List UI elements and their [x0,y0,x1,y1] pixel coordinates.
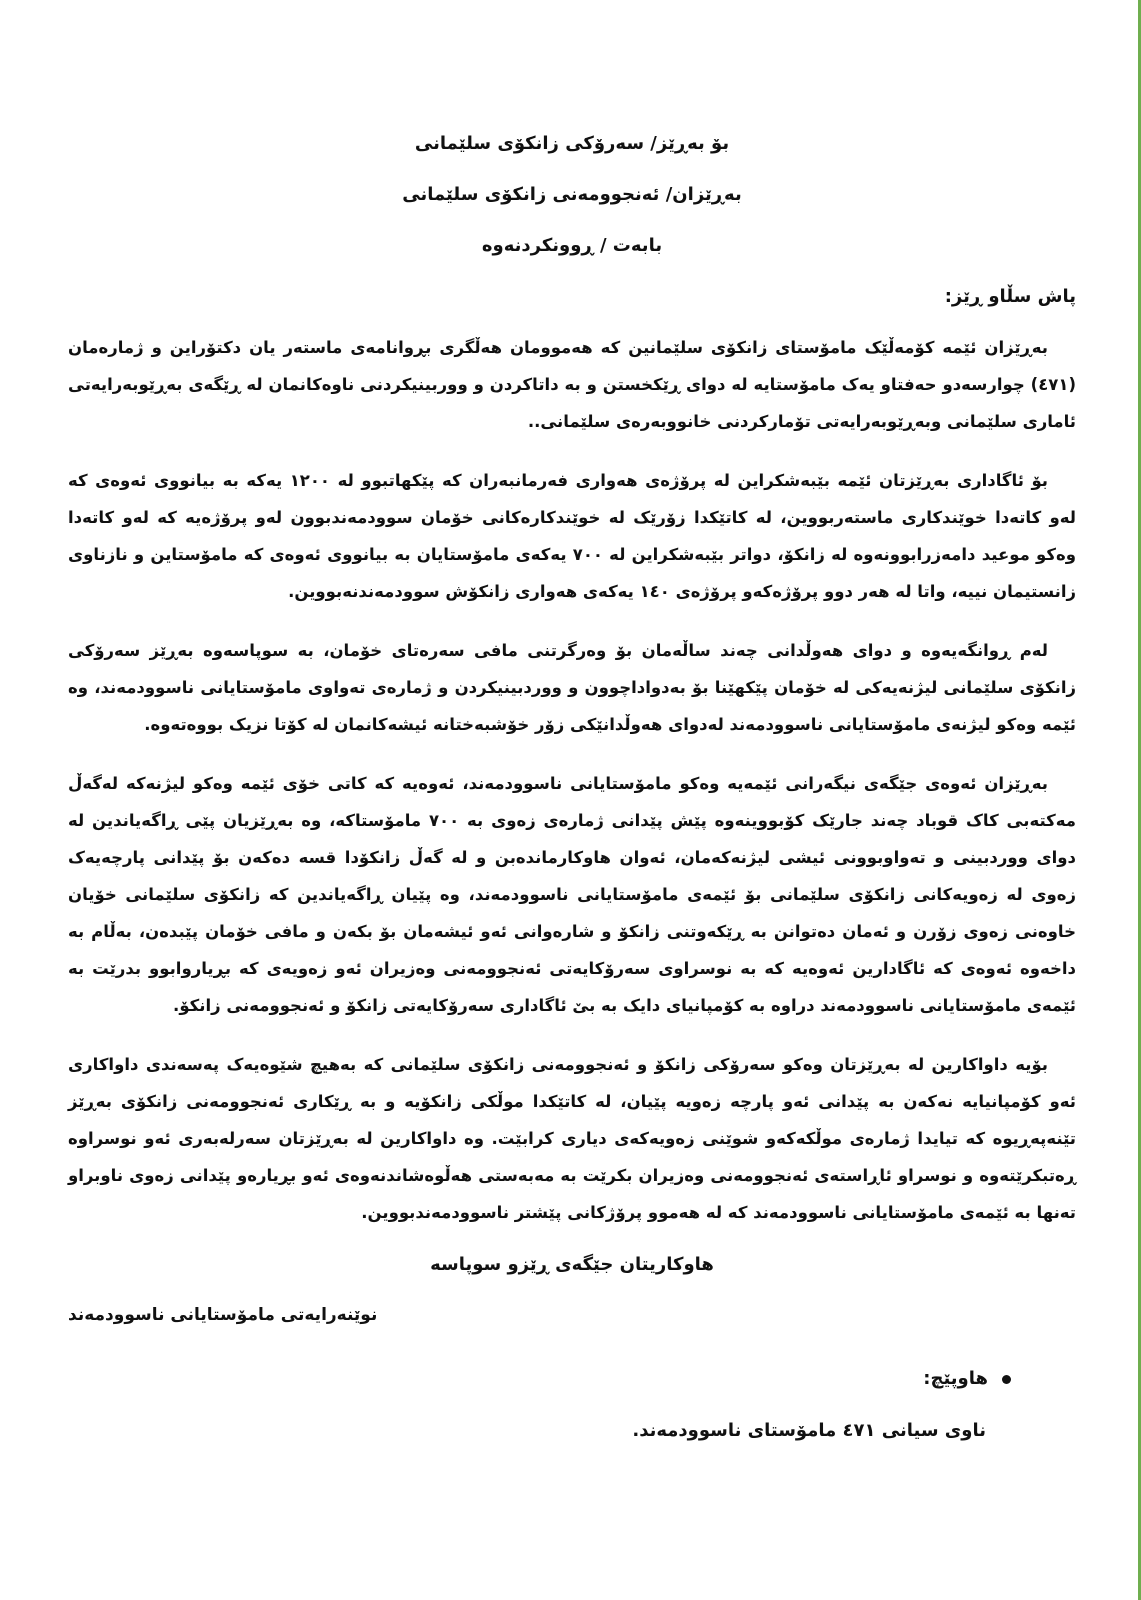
attachment-label: هاوپێچ: [923,1368,988,1389]
letter-document [68,120,1076,1443]
paragraph-4: بەڕێزان ئەوەی جێگەی نیگەرانی ئێمەیە وەکو مامۆستایانی ناسوودمەند، ئەوەیە کە کاتی خۆی ئێمە وەکو لیژنەکە لەگەڵ مەکتەبی کاک قوباد چەند جارێک کۆبووینەوە پێش پێدانی ژمارەی زەوی بە ٧٠٠ مامۆستاکە، وە بەڕێزیان پێی ڕاگەیاندین لە دوای ووردبینی و تەواوبوونی ئیشی لیژنەکەمان، ئەوان هاوکارماندەبن و لە گەڵ زانکۆدا قسە دەکەن بۆ پێدانی پارچەیەک زەوی لە زەویەکانی زانکۆی سلێمانی بۆ ئێمەی مامۆستایانی ناسوودمەند، وە پێیان ڕاگەیاندین کە زانکۆی سلێمانی خۆیان خاوەنی زەوی زۆرن و ئەمان دەتوانن بە ڕێکەوتنی زانکۆ و شارەوانی ئەو ئیشەمان بۆ بکەن و مافی خۆمان پێبدەن، بەڵام بە داخەوە ئەوەی کە ئاگادارین ئەوەیە کە بە نوسراوی سەرۆکایەتی ئەنجوومەنی وەزیران ئەو زەویەی کە بڕیاروابوو بدرێت بە ئێمەی مامۆستایانی ناسوودمەند دراوە بە کۆمپانیای دایک بە بێ ئاگاداری سەرۆکایەتی زانکۆ و ئەنجوومەنی زانکۆ. [68,774,1077,1015]
bullet-icon [1002,1375,1011,1384]
attachment-description: ناوی سیانی ٤٧١ مامۆستای ناسوودمەند. [632,1420,986,1441]
paragraph-3: لەم ڕوانگەیەوە و دوای هەوڵدانی چەند ساڵەمان بۆ وەرگرتنی مافی سەرەتای خۆمان، بە سوپاسەوە بەڕێز سەرۆکی زانکۆی سلێمانی لیژنەیەکی لە خۆمان پێکهێنا بۆ بەدواداچوون و ووردبینیکردن و ژمارەی تەواوی مامۆستایانی ناسوودمەند، وە ئێمە وەکو لیژنەی مامۆستایانی ناسوودمەند لەدوای هەوڵدانێکی زۆر خۆشبەختانە ئیشەکانمان لە کۆتا نزیک بووەتەوە. [68,641,1076,734]
subject-line: بابەت / ڕوونکردنەوە [481,235,663,256]
greeting: پاش سڵاو ڕێز: [944,286,1076,307]
paragraph-5: بۆیە داواکارین لە بەڕێزتان وەکو سەرۆکی زانکۆ و ئەنجوومەنی زانکۆی سلێمانی کە بەهیچ شێوەیەک پەسەندی داواکاری ئەو کۆمپانیایە نەکەن بە پێدانی ئەو پارچە زەویە پێیان، لە کاتێکدا موڵکی زانکۆیە و بە ڕێکاری ئەنجوومەنی زانکۆی بەڕێز تێنەپەڕیوە کە تیایدا ژمارەی موڵکەکەو شوێنی زەویەکەی دیاری کرابێت. وە داواکارین لە بەڕێزتان سەرلەبەری ئەو نوسراوە ڕەتبکرێتەوە و نوسراو ئاڕاستەی ئەنجوومەنی وەزیران بکرێت بە مەبەستی هەڵوەشاندنەوەی ئەو بڕیارەو پێدانی زەوی ناوبراو تەنها بە ئێمەی مامۆستایانی ناسوودمەند کە لە هەموو پرۆژکانی پێشتر ناسوودمەندبووین. [68,1055,1076,1222]
paragraph-1: بەڕێزان ئێمە کۆمەڵێک مامۆستای زانکۆی سلێمانین کە هەموومان هەڵگری بڕوانامەی ماستەر یان دکتۆراین و ژمارەمان (٤٧١) چوارسەدو حەفتاو یەک مامۆستایە لە دوای ڕێکخستن و بە داتاکردن و ووربینیکردنی ناوەکانمان لە ڕێگەی بەڕێوبەرایەتی ئاماری سلێمانی وبەڕێوبەرایەتی تۆمارکردنی خانووبەرەی سلێمانی.. [68,338,1076,431]
recipient-council: بەڕێزان/ ئەنجوومەنی زانکۆی سلێمانی [402,184,742,205]
recipient-president: بۆ بەڕێز/ سەرۆکی زانکۆی سلێمانی [414,133,730,154]
signature: نوێنەرایەتی مامۆستایانی ناسوودمەند [68,1305,378,1325]
attachment-item [68,1367,1011,1391]
paragraph-2: بۆ ئاگاداری بەڕێزتان ئێمە بێبەشکراین لە پرۆژەی هەواری فەرمانبەران کە پێکهاتبوو لە ١٢٠٠ یەکە بە بیانووی ئەوەی کە لەو کاتەدا خوێندکاری ماستەربووین، لە کاتێکدا زۆرێک لە خوێندکارەکانی خۆمان سوودمەندبوون لەو پرۆژەیە کە لەو کاتەدا وەکو موعید دامەزرابوونەوە لە زانکۆ، دواتر بێبەشکراین لە ٧٠٠ یەکەی مامۆستایان بە بیانووی ئەوەی کە مامۆستاین و نازناوی زانستیمان نییە، واتا لە هەر دوو پرۆژەکەو پرۆژەی ١٤٠ یەکەی هەواری زانکۆش سوودمەندنەبووین. [68,471,1076,601]
closing-thanks: هاوکاریتان جێگەی ڕێزو سوپاسە [430,1254,714,1275]
